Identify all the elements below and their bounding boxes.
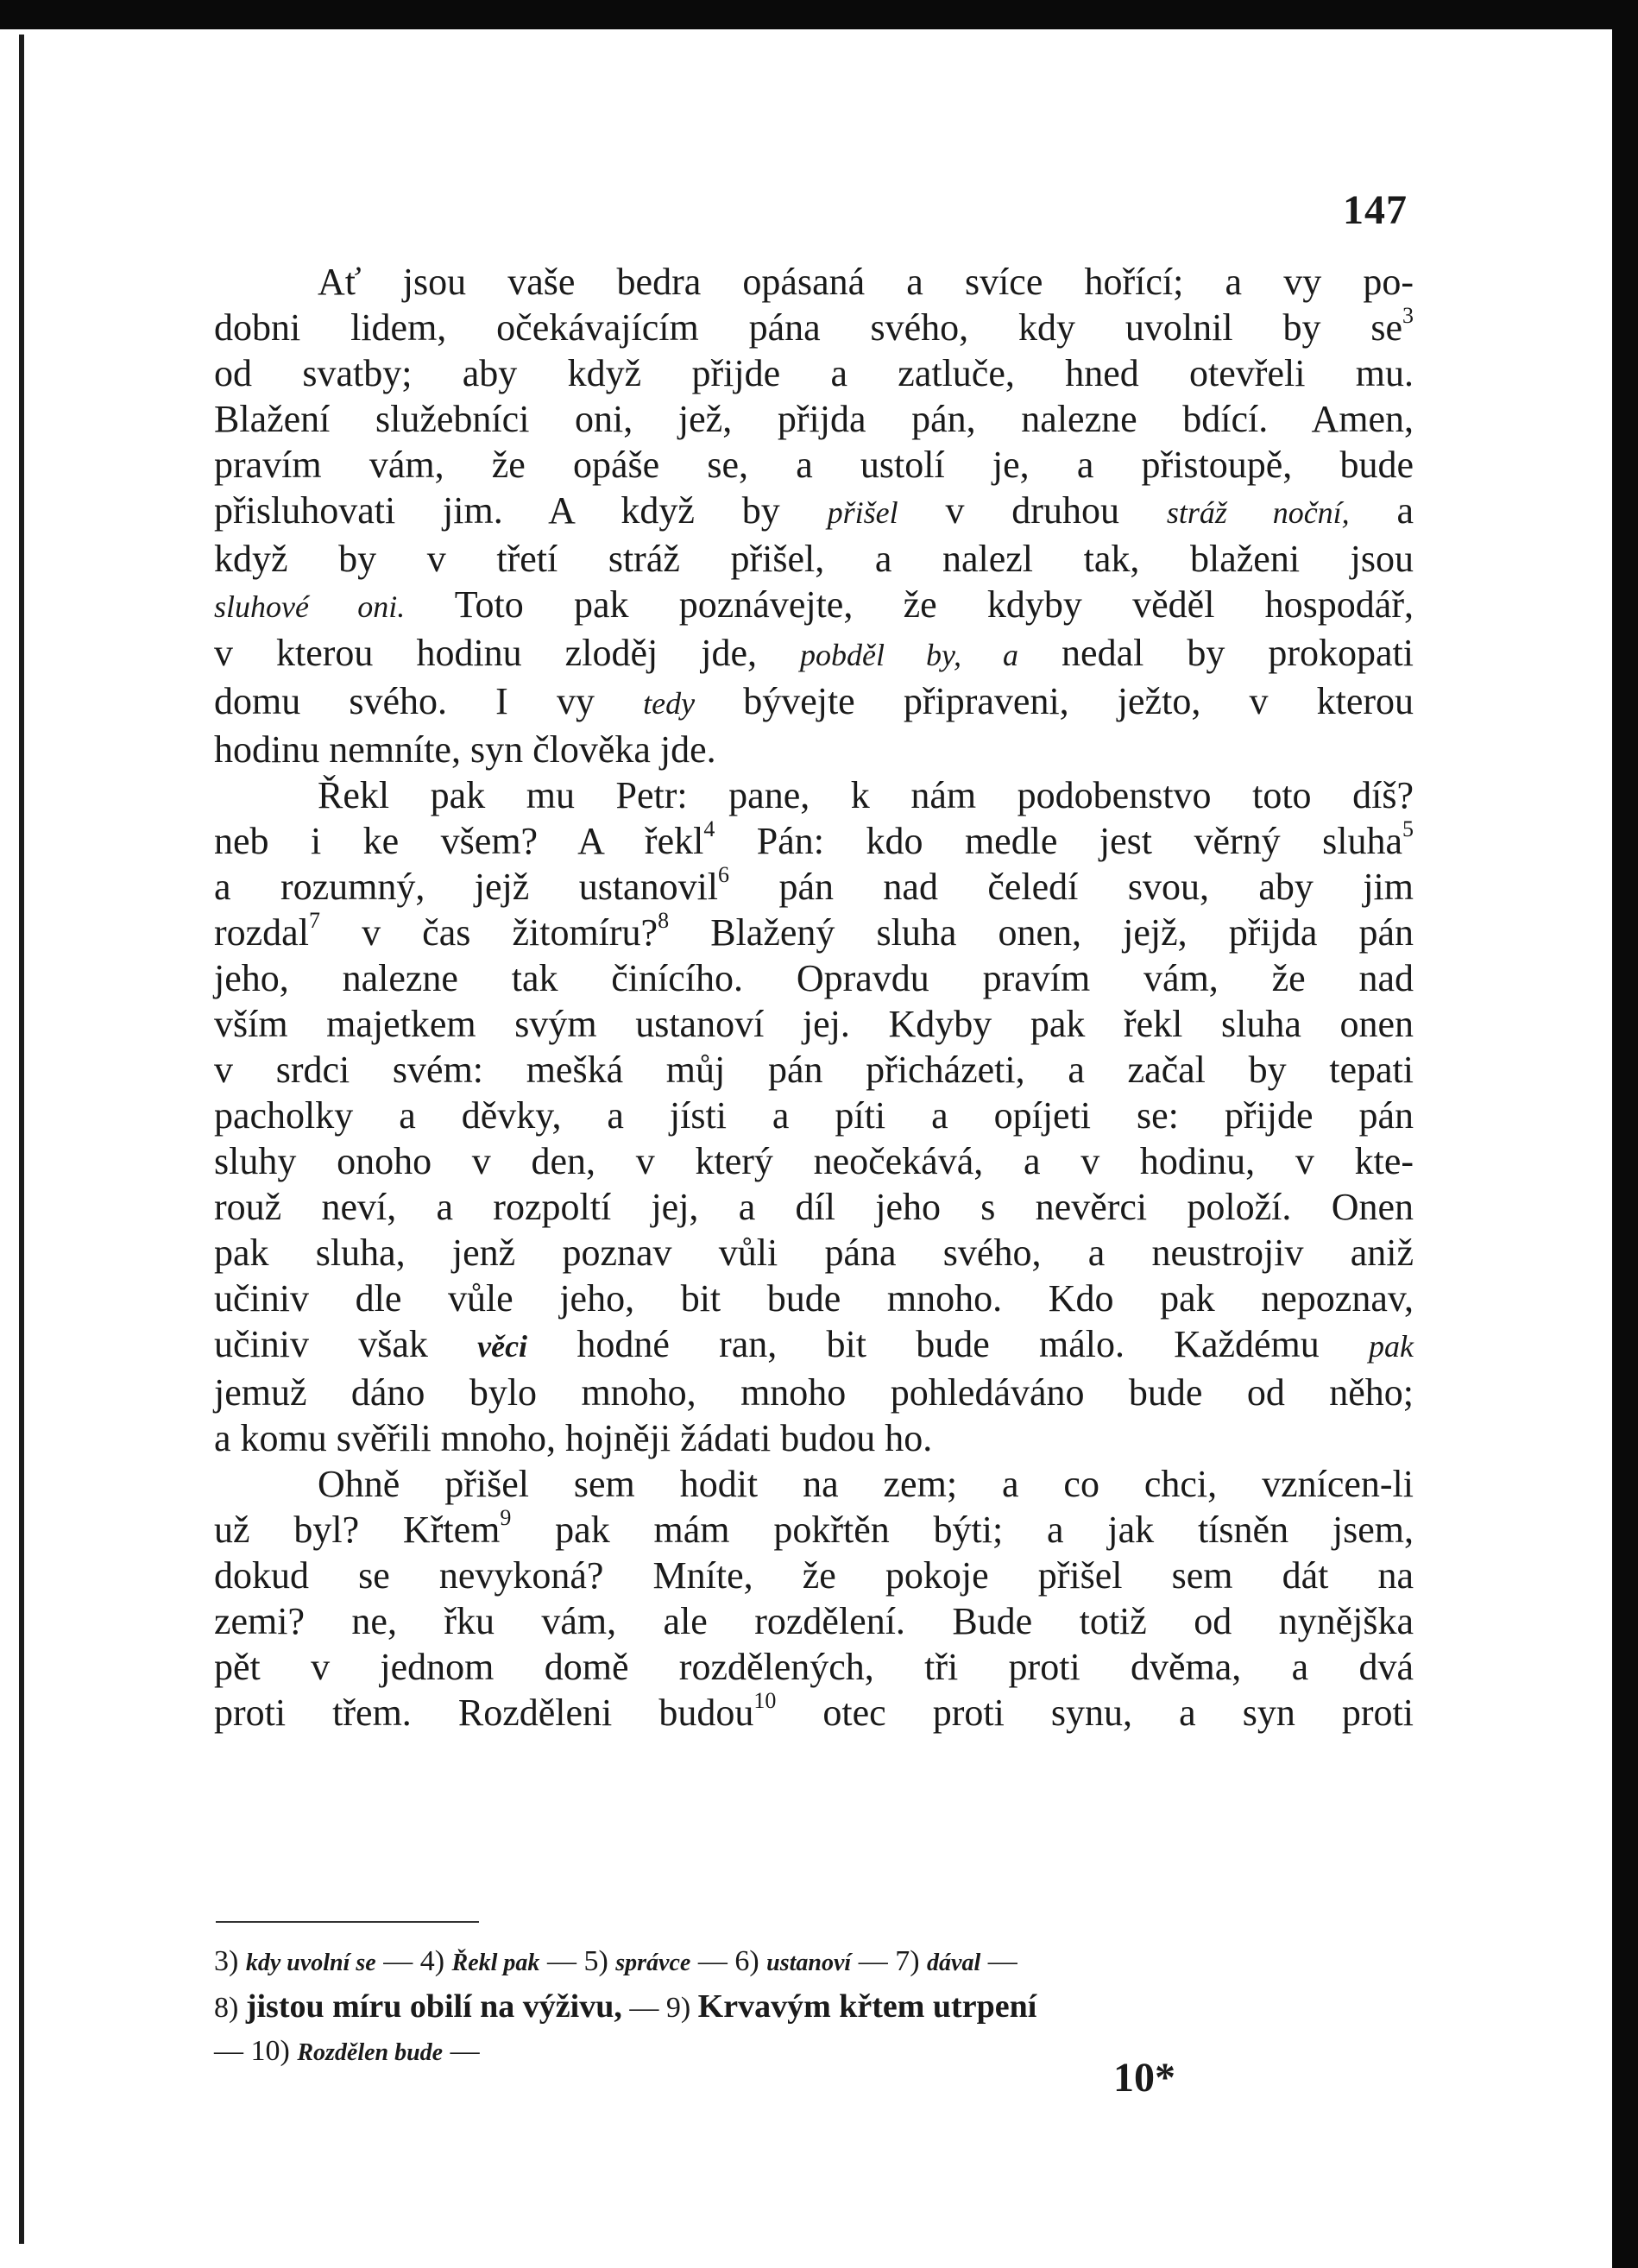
text-line: když by v třetí stráž přišel, a nalezl tak, blaženi jsou xyxy=(214,538,1414,580)
text-line: rouž neví, a rozpoltí jej, a díl jeho s nevěrci položí. Onen xyxy=(214,1186,1414,1228)
text-line: dobni lidem, očekávajícím pána svého, kdy uvolnil by $se^3$ xyxy=(214,303,1414,349)
text-line: pravím vám, že opáše se, a ustolí je, a přistoupě, bude xyxy=(214,444,1414,486)
text-line: hodinu nemníte, syn člověka jde. xyxy=(214,728,716,771)
text-line: a komu svěřili mnoho, hojněji žádati budou ho. xyxy=(214,1417,933,1459)
text-line: pak sluha, jenž poznav vůli pána svého, a neustrojiv aniž xyxy=(214,1232,1414,1274)
footnotes xyxy=(214,1940,1414,2075)
text-line: učiniv dle vůle jeho, bit bude mnoho. Kdo pak nepoznav, xyxy=(214,1277,1414,1320)
main-text xyxy=(214,259,1414,1736)
text-line: Ať jsou vaše bedra opásaná a svíce hořící; a vy po- xyxy=(318,261,1414,303)
footnote-line: — 10) Rozdělen bude — xyxy=(214,2035,480,2067)
signature-mark: 10* xyxy=(1113,2055,1175,2101)
text-line: učiniv však věci hodné ran, bit bude málo. Každému pak xyxy=(214,1323,1414,1365)
page-number: 147 xyxy=(1343,187,1408,233)
text-line: Blažení služebníci oni, jež, přijda pán, nalezne bdící. Amen, xyxy=(214,398,1414,440)
footnote-line: 8) jistou míru obilí na výživu, — 9) Krvavým křtem utrpení xyxy=(214,1988,1037,2025)
text-line: pět v jednom domě rozdělených, tři proti dvěma, a dvá xyxy=(214,1646,1414,1688)
text-line: v kterou hodinu zloděj jde, pobděl by, a nedal by prokopati xyxy=(214,632,1414,674)
text-line: rozdal$^7$ v čas žitomíru?$^8$ Blažený sluha onen, jejž, přijda pán xyxy=(214,908,1414,954)
text-line: domu svého. I vy tedy bývejte připraveni, ježto, v kterou xyxy=(214,680,1414,722)
text-line: Řekl pak mu Petr: pane, k nám podobenstvo toto díš? xyxy=(318,774,1414,816)
text-line: už byl? Křtem$^9$ pak mám pokřtěn býti; a jak tísněn jsem, xyxy=(214,1505,1414,1551)
scan-border-top xyxy=(0,0,1638,29)
text-line: zemi? ne, řku vám, ale rozdělení. Bude totiž od nynějška xyxy=(214,1600,1414,1642)
text-line: v srdci svém: mešká můj pán přicházeti, a začal by tepati xyxy=(214,1049,1414,1091)
text-line: sluhy onoho v den, v který neočekává, a v hodinu, v kte- xyxy=(214,1140,1414,1182)
text-line: jemuž dáno bylo mnoho, mnoho pohledáváno bude od něho; xyxy=(214,1371,1414,1414)
text-line: sluhové oni. Toto pak poznávejte, že kdyby věděl hospodář, xyxy=(214,583,1414,626)
text-line: přisluhovati jim. A když by přišel v druhou stráž noční, a xyxy=(214,489,1414,532)
footnote-line: 3) kdy uvolní se — 4) Řekl pak — 5) správce — 6) ustanoví — 7) dával — xyxy=(214,1945,1017,1977)
scan-border-right xyxy=(1612,0,1638,2268)
text-line: pacholky a děvky, a jísti a píti a opíjeti se: přijde pán xyxy=(214,1094,1414,1137)
text-line: od svatby; aby když přijde a zatluče, hned otevřeli mu. xyxy=(214,352,1414,394)
text-line: proti třem. Rozděleni budou$^{10}$ otec proti synu, a syn proti xyxy=(214,1688,1414,1734)
text-line: vším majetkem svým ustanoví jej. Kdyby pak řekl sluha onen xyxy=(214,1003,1414,1045)
text-line: dokud se nevykoná? Mníte, že pokoje přišel sem dát na xyxy=(214,1554,1414,1597)
text-line: Ohně přišel sem hodit na zem; a co chci, vznícen-li xyxy=(318,1463,1414,1505)
text-line: a rozumný, jejž ustanovil$^6$ pán nad čeledí svou, aby jim xyxy=(214,862,1414,908)
footnote-mark: 3 xyxy=(1402,303,1414,329)
footnote-divider xyxy=(216,1921,479,1923)
page-left-edge xyxy=(19,35,24,2244)
text-line: neb i ke všem? A řekl$^4$ Pán: kdo medle jest věrný sluha$^5$ xyxy=(214,816,1414,862)
text-line: jeho, nalezne tak činícího. Opravdu pravím vám, že nad xyxy=(214,957,1414,999)
